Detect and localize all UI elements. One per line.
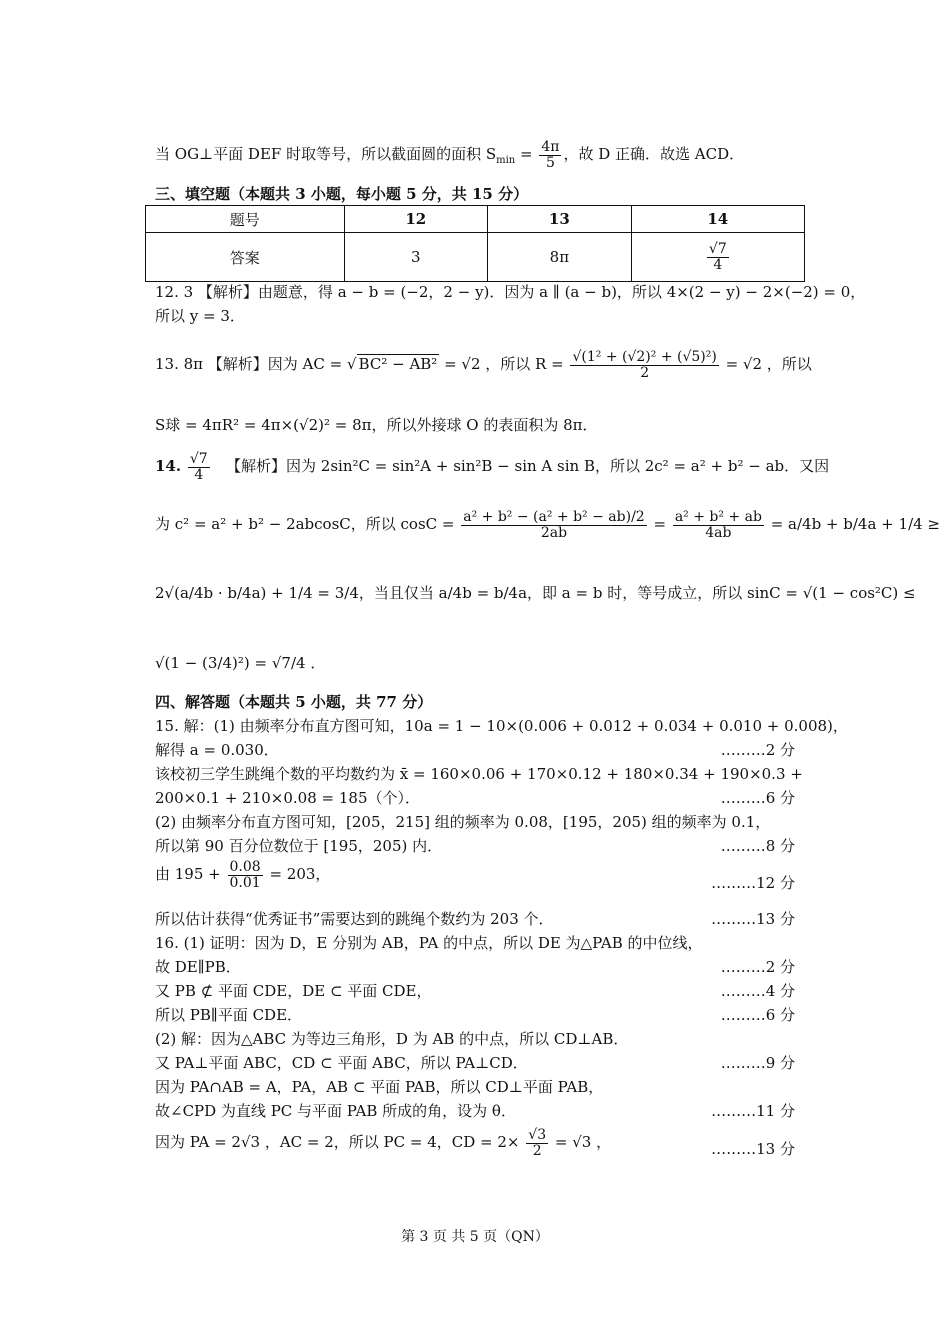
- table-cell: [631, 233, 804, 282]
- q16-line-2: 故 DE∥PB．: [155, 958, 241, 976]
- score-mark: ………2 分: [720, 958, 795, 976]
- score-mark: ………2 分: [720, 741, 795, 759]
- table-cell: 8π: [488, 233, 632, 282]
- q16-line-3: 又 PB ⊄ 平面 CDE，DE ⊂ 平面 CDE，: [155, 982, 432, 1000]
- q15-line-6: 所以第 90 百分位数位于 [195，205) 内．: [155, 837, 443, 855]
- table-header-cell: 12: [344, 206, 488, 233]
- q15-line-2: 解得 a = 0.030．: [155, 741, 279, 759]
- line-top-text: 当 OG⊥平面 DEF 时取等号，所以截面圆的面积 S: [155, 145, 497, 164]
- fraction: $\frac{\text{a² + b² + ab}}{4ab}$: [674, 509, 762, 541]
- table-cell: 3: [344, 233, 488, 282]
- q16-line-4: 所以 PB∥平面 CDE．: [155, 1006, 303, 1024]
- q15-line-5: (2) 由频率分布直方图可知，[205，215] 组的频率为 0.08，[195，205) 组的频率为 0.1，: [155, 813, 771, 831]
- q15-line-7: 由 195 + $\frac{0.08}{0.01}$ = 203，: [155, 859, 331, 891]
- q15-line-4: 200×0.1 + 210×0.08 = 185（个）．: [155, 789, 420, 807]
- section-3-title: 三、填空题（本题共 3 小题，每小题 5 分，共 15 分）: [155, 185, 529, 203]
- q12-line-2: 所以 y = 3．: [155, 307, 245, 325]
- score-mark: ………13 分: [711, 910, 795, 928]
- fraction: $\frac{0.08}{0.01}$: [229, 859, 261, 891]
- page-footer: 第 3 页 共 5 页（QN）: [401, 1229, 549, 1245]
- line-top: 当 OG⊥平面 DEF 时取等号，所以截面圆的面积 $S_{min}$ = $\frac{4\pi}{5}$ ，故 D 正确．故选 ACD．: [155, 139, 745, 171]
- q16-line-7: 因为 PA∩AB = A，PA，AB ⊂ 平面 PAB，所以 CD⊥平面 PAB，: [155, 1078, 604, 1096]
- fraction: $\frac{4\pi}{5}$: [541, 139, 560, 171]
- answer-table: [145, 205, 805, 282]
- q15-line-8: 所以估计获得“优秀证书”需要达到的跳绳个数约为 203 个．: [155, 910, 554, 928]
- table-row: [146, 233, 805, 282]
- q16-line-9: 因为 PA = 2√3 ，AC = 2，所以 PC = 4，CD = 2× $\frac{√3}{2}$ = √3 ，: [155, 1127, 612, 1159]
- q16-line-5: (2) 解：因为△ABC 为等边三角形，D 为 AB 的中点，所以 CD⊥AB．: [155, 1030, 629, 1048]
- fraction: $\frac{√3}{2}$: [528, 1127, 547, 1159]
- q14-line-1: 14. $\frac{√7}{4}$ 【解析】因为 2sin²C = sin²A + sin²B − sin A sin B，所以 2c² = a² + b² − ab．又因: [155, 451, 830, 483]
- score-mark: ………9 分: [720, 1054, 795, 1072]
- score-mark: ………11 分: [711, 1102, 795, 1120]
- score-mark: ………13 分: [711, 1140, 795, 1158]
- fraction: $\frac{√7}{4}$: [708, 240, 727, 273]
- score-mark: ………6 分: [720, 789, 795, 807]
- q15-line-3: 该校初三学生跳绳个数的平均数约为 x̄ = 160×0.06 + 170×0.12 + 180×0.34 + 190×0.3 +: [155, 765, 803, 783]
- fraction: $\frac{√7}{4}$: [189, 451, 208, 483]
- table-header-cell: 13: [488, 206, 632, 233]
- line-top-end: ，故 D 正确．故选 ACD．: [563, 145, 745, 164]
- score-mark: ………6 分: [720, 1006, 795, 1024]
- score-mark: ………12 分: [711, 874, 795, 892]
- score-mark: ………4 分: [720, 982, 795, 1000]
- q16-line-6: 又 PA⊥平面 ABC，CD ⊂ 平面 ABC，所以 PA⊥CD．: [155, 1054, 528, 1072]
- table-header-cell: 题号: [146, 206, 345, 233]
- fraction: $\frac{\text{√(1² + (√2)² + (√5)²)}}{2}$: [572, 349, 717, 381]
- q14-line-4: √(1 − (3/4)²) = √7/4 ．: [155, 654, 326, 672]
- fraction: $\frac{\text{a² + b² − (a² + b² − ab)/2}}{2ab}$: [463, 509, 645, 541]
- table-header-cell: 14: [631, 206, 804, 233]
- q15-line-1: 15. 解：(1) 由频率分布直方图可知，10a = 1 − 10×(0.006 + 0.012 + 0.034 + 0.010 + 0.008)，: [155, 717, 848, 735]
- q14-line-3: 2√(a/4b · b/4a) + 1/4 = 3/4，当且仅当 a/4b = b/4a，即 a = b 时，等号成立，所以 sinC = √(1 − cos²C) ≤: [155, 584, 916, 602]
- q13-line-2: S球 = 4πR² = 4π×(√2)² = 8π，所以外接球 O 的表面积为 8π．: [155, 416, 598, 434]
- table-cell: 答案: [146, 233, 345, 282]
- q16-line-1: 16. (1) 证明：因为 D，E 分别为 AB，PA 的中点，所以 DE 为△PAB 的中位线，: [155, 934, 703, 952]
- q13-line-1: 13. 8π 【解析】因为 AC = √ BC² − AB² = √2 ，所以 R = $\frac{\text{√(1² + (√2)² + (√5)²)}}{2}$ = √2 ，所以: [155, 349, 812, 381]
- q16-line-8: 故∠CPD 为直线 PC 与平面 PAB 所成的角，设为 θ．: [155, 1102, 516, 1120]
- q14-line-2: 为 c² = a² + b² − 2abcosC，所以 cosC = $\frac{\text{a² + b² − (a² + b² − ab)/2}}{2ab}$ = $\frac{\text{a² + b² + ab}}{4ab}$ = a/4b + b/4a + 1/4 ≥: [155, 509, 940, 541]
- score-mark: ………8 分: [720, 837, 795, 855]
- table-header-row: [146, 206, 805, 233]
- section-4-title: 四、解答题（本题共 5 小题，共 77 分）: [155, 693, 433, 711]
- line-top-sub: min: [496, 155, 516, 167]
- q12-line-1: 12. 3 【解析】由题意，得 a − b = (−2，2 − y)．因为 a ∥ (a − b)，所以 4×(2 − y) − 2×(−2) = 0，: [155, 283, 866, 301]
